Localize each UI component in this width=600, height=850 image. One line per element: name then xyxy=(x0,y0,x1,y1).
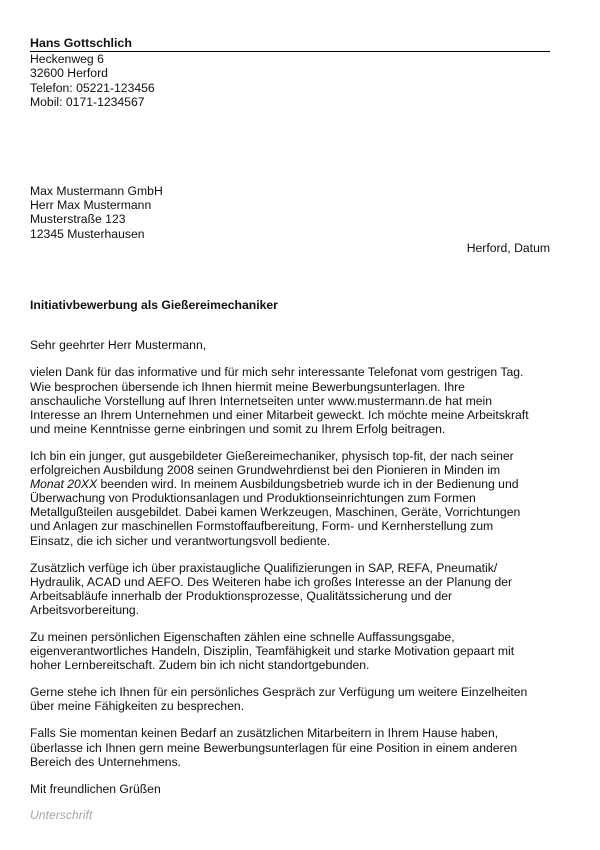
signature-placeholder: Unterschrift xyxy=(30,808,93,823)
recipient-company: Max Mustermann GmbH xyxy=(30,183,163,198)
body-paragraph xyxy=(30,561,550,617)
place-date: Herford, Datum xyxy=(466,241,550,256)
paragraph-line: über meine Fähigkeiten zu besprechen. xyxy=(30,699,245,714)
body-paragraph xyxy=(30,449,550,548)
recipient-person: Herr Max Mustermann xyxy=(30,198,152,213)
paragraph-line: Bereich des Unternehmens. xyxy=(30,754,182,769)
paragraph-line: Wie besprochen übersende ich Ihnen hiermit meine Bewerbungsunterlagen. Ihre xyxy=(30,379,465,394)
paragraph-line: vielen Dank für das informative und für mich sehr interessante Telefonat vom gestrigen Tag. xyxy=(30,365,524,380)
body-paragraph xyxy=(30,365,550,435)
letter-body xyxy=(30,365,550,768)
paragraph-line: Zusätzlich verfüge ich über praxistaugliche Qualifizierungen in SAP, REFA, Pneumatik/ xyxy=(30,560,498,575)
paragraph-line: Monat 20XX beenden wird. In meinem Ausbildungsbetrieb wurde ich in der Bedienung und xyxy=(30,477,519,492)
body-paragraph xyxy=(30,685,550,713)
recipient-city: 12345 Musterhausen xyxy=(30,226,145,241)
recipient-address xyxy=(30,184,550,242)
paragraph-line: Ich bin ein junger, gut ausgebildeter Gießereimechaniker, physisch top-fit, der nach seiner xyxy=(30,448,514,463)
paragraph-line: Überwachung von Produktionsanlagen und Produktionseinrichtungen zum Formen xyxy=(30,491,476,506)
sender-name: Hans Gottschlich xyxy=(30,36,550,52)
body-paragraph xyxy=(30,630,550,672)
paragraph-line: Arbeitsvorbereitung. xyxy=(30,602,140,617)
paragraph-line: Zu meinen persönlichen Eigenschaften zählen eine schnelle Auffassungsgabe, xyxy=(30,629,455,644)
paragraph-line: Interesse an Ihrem Unternehmen und einer Mitarbeit geweckt. Ich möchte meine Arbeitskraft xyxy=(30,407,529,422)
paragraph-line: erfolgreichen Ausbildung 2008 seinen Grundwehrdienst bei den Pionieren in Minden im xyxy=(30,463,501,478)
paragraph-line: und Anlagen zur maschinellen Formstoffaufbereitung, Form- und Kernherstellung zum xyxy=(30,519,494,534)
closing: Mit freundlichen Grüßen xyxy=(30,781,161,796)
paragraph-line: Arbeitsabläufe innerhalb der Produktionsprozesse, Qualitätssicherung und der xyxy=(30,588,453,603)
paragraph-line: anschauliche Vorstellung auf Ihren Internetseiten unter www.mustermann.de hat mein xyxy=(30,393,493,408)
body-paragraph xyxy=(30,726,550,768)
paragraph-line: und meine Kenntnisse gerne einbringen und somit zu Ihrem Erfolg beitragen. xyxy=(30,421,446,436)
paragraph-line: eigenverantwortliches Handeln, Disziplin, Teamfähigkeit und starke Motivation gepaart mit xyxy=(30,644,515,659)
sender-mobile: Mobil: 0171-1234567 xyxy=(30,95,145,110)
paragraph-line: Falls Sie momentan keinen Bedarf an zusätzlichen Mitarbeitern in Ihrem Hause haben, xyxy=(30,726,499,741)
italic-placeholder-text: Monat 20XX xyxy=(30,477,98,492)
paragraph-line: Einsatz, die ich sicher und verantwortungsvoll bediente. xyxy=(30,533,331,548)
sender-street: Heckenweg 6 xyxy=(30,52,104,66)
sender-city: 32600 Herford xyxy=(30,66,108,81)
paragraph-line: hoher Lernbereitschaft. Zudem bin ich nicht standortgebunden. xyxy=(30,658,370,673)
sender-address xyxy=(30,52,550,110)
paragraph-line: Hydraulik, ACAD und AEFO. Des Weiteren habe ich großes Interesse an der Planung der xyxy=(30,574,513,589)
salutation: Sehr geehrter Herr Mustermann, xyxy=(30,338,207,353)
recipient-street: Musterstraße 123 xyxy=(30,212,126,227)
paragraph-line: überlasse ich Ihnen gern meine Bewerbungsunterlagen für eine Position in einem anderen xyxy=(30,740,518,755)
paragraph-line: Gerne stehe ich Ihnen für ein persönliches Gespräch zur Verfügung um weitere Einzelheiten xyxy=(30,685,528,700)
letter-page xyxy=(30,36,550,823)
subject-line: Initiativbewerbung als Gießereimechaniker xyxy=(30,297,278,312)
paragraph-line: Metallgußteilen ausgebildet. Dabei kamen Werkzeugen, Maschinen, Geräte, Vorrichtungen xyxy=(30,505,521,520)
sender-phone: Telefon: 05221-123456 xyxy=(30,80,155,95)
